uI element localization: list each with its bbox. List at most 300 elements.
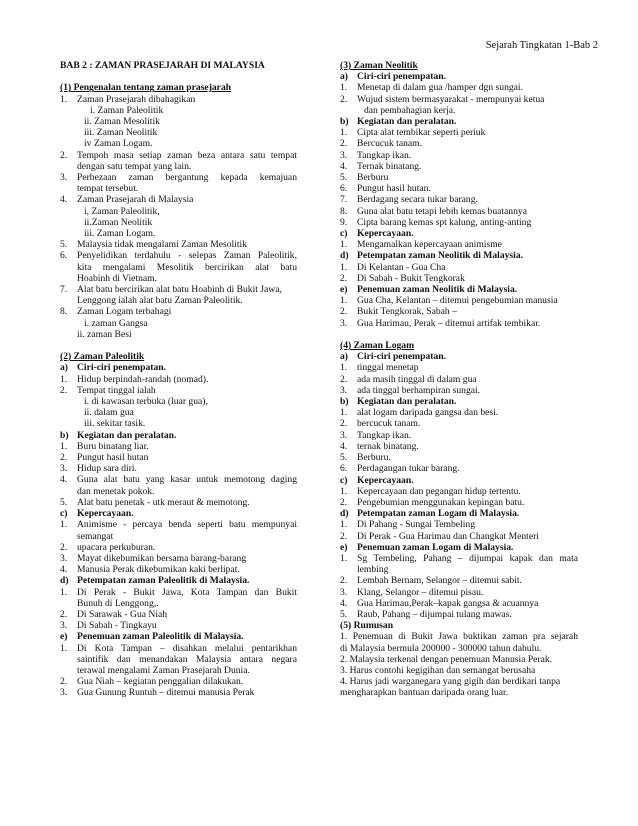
item-number: 5. <box>340 452 348 464</box>
left-line <box>60 609 297 620</box>
left-line <box>60 127 297 138</box>
item-number: b) <box>340 116 349 128</box>
line-text: Animisme - percaya benda seperti batu mempunyai <box>77 519 297 531</box>
line-text: upacara perkuburan. <box>77 541 156 553</box>
line-text: (3) Zaman Neolitik <box>340 60 418 71</box>
item-number: 6. <box>340 463 348 475</box>
left-line <box>60 519 297 530</box>
right-line <box>340 687 578 698</box>
item-number: 1. <box>340 127 348 139</box>
left-line <box>60 430 297 441</box>
item-number: b) <box>60 429 69 441</box>
line-text: ii.Zaman Neolitik <box>84 216 153 228</box>
item-number: 1. <box>60 440 68 452</box>
item-number: 3. <box>60 463 68 475</box>
right-line <box>340 564 578 575</box>
line-text: Buru binatang liar. <box>77 440 149 452</box>
right-line <box>340 127 578 138</box>
left-line <box>60 262 297 273</box>
item-number: 2. <box>60 384 68 396</box>
item-number: 2. <box>340 93 348 105</box>
line-text: Pungut hasil hutan. <box>357 183 431 195</box>
right-line <box>340 82 578 93</box>
right-line <box>340 228 578 239</box>
left-line <box>60 508 297 519</box>
item-number: 2. <box>340 575 348 587</box>
left-line <box>60 665 297 676</box>
left-line <box>60 418 297 429</box>
line-text: dan pembahagian kerja. <box>364 104 456 116</box>
right-line <box>340 519 578 530</box>
right-line <box>340 609 578 620</box>
item-number: 2. <box>340 496 348 508</box>
line-text: Ternak binatang. <box>357 160 422 172</box>
line-text: ii. zaman Besi <box>77 328 132 340</box>
right-line <box>340 665 578 676</box>
line-text: Raub, Pahang – dijumpai tulang mawas. <box>357 608 512 620</box>
line-text: 1. Penemuan di Bukit Jawa buktikan zaman pra sejarah <box>340 631 578 643</box>
line-text: Mengamalkan kepercayaan animisme <box>357 239 502 251</box>
left-line <box>60 172 297 183</box>
item-number: 4. <box>60 194 68 206</box>
line-text: Manusia Perak dikebumikan kaki berlipat. <box>77 564 240 576</box>
right-line <box>340 183 578 194</box>
line-text: (1) Pengenalan tentang zaman prasejarah <box>60 82 232 94</box>
line-text: Di Sabah - Tingkayu <box>77 620 157 632</box>
line-text: BAB 2 : ZAMAN PRASEJARAH DI MALAYSIA <box>60 60 265 71</box>
item-number: 2. <box>60 149 68 161</box>
line-text: Di Sabah - Bukit Tengkorak <box>357 272 465 284</box>
line-text: semangat <box>77 530 114 542</box>
right-line <box>340 374 578 385</box>
line-text: Petempatan zaman Logam di Malaysia. <box>357 508 520 520</box>
left-line <box>60 217 297 228</box>
line-text: Cipta barang kemas spt kalung, anting-anting <box>357 216 532 228</box>
right-line <box>340 654 578 665</box>
item-number: 3. <box>60 552 68 564</box>
item-number: e) <box>340 284 348 296</box>
line-text: ii. Zaman Mesolitik <box>84 116 160 127</box>
left-line <box>60 474 297 485</box>
item-number: c) <box>340 474 348 486</box>
line-text: Tangkap ikan. <box>357 149 412 161</box>
line-text: Tempoh masa setiap zaman beza antara satu tempat <box>77 149 297 161</box>
left-line <box>60 407 297 418</box>
page-header: Sejarah Tingkatan 1-Bab 2 <box>485 40 598 51</box>
right-line <box>340 463 578 474</box>
line-text: Gua Cha, Kelantan – ditemui pengebumian manusia <box>357 295 558 307</box>
line-text: Gua Niah – kegiatan penggalian dilakukan. <box>77 676 244 688</box>
right-line <box>340 497 578 508</box>
line-text: ada tinggal berhampiran sungai. <box>357 384 481 396</box>
line-text: Penemuan zaman Neolitik di Malaysia. <box>357 284 518 296</box>
line-text: Menetap di dalam gua /hamper dgn sungai. <box>357 82 523 94</box>
left-line <box>60 631 297 642</box>
line-text: ii. dalam gua <box>84 407 134 419</box>
right-line <box>340 340 578 351</box>
item-number: c) <box>60 508 68 520</box>
item-number: 3. <box>340 429 348 441</box>
item-number: 1. <box>340 261 348 273</box>
line-text: i, Zaman Paleolitik, <box>84 205 160 217</box>
right-line <box>340 620 578 631</box>
item-number: 8. <box>340 205 348 217</box>
line-text: Kegiatan dan peralatan. <box>357 116 457 128</box>
left-line <box>60 385 297 396</box>
left-line <box>60 194 297 205</box>
item-number: 5. <box>60 239 68 251</box>
right-line <box>340 362 578 373</box>
item-number: 2. <box>340 373 348 385</box>
right-line <box>340 71 578 82</box>
item-number: 2. <box>340 530 348 542</box>
right-line <box>340 418 578 429</box>
left-line <box>60 183 297 194</box>
line-text: Pengebumian menggunakan kepingan batu. <box>357 496 525 508</box>
line-text: Hidup sara diri. <box>77 463 137 475</box>
right-line <box>340 295 578 306</box>
item-number: 3. <box>60 620 68 632</box>
line-text: 3. Harus contohi kegigihan dan semangat berusaha <box>340 664 536 676</box>
left-line <box>60 318 297 329</box>
left-line <box>60 531 297 542</box>
line-text: ada masih tinggal di dalam gua <box>357 373 477 385</box>
line-text: Sg Tembeling, Pahang – dijumpai kapak dan mata <box>357 552 578 564</box>
line-text: Mayat dikebumikan bersama barang-barang <box>77 552 247 564</box>
right-line <box>340 94 578 105</box>
right-line <box>340 172 578 183</box>
left-line <box>60 94 297 105</box>
item-number: 2. <box>60 676 68 688</box>
line-text: Di Perak - Gua Harimau dan Changkat Menteri <box>357 530 539 542</box>
line-text: Lembah Bernam, Selangor – ditemui sabit. <box>357 575 522 587</box>
line-text: saintifik dan menandakan Malaysia antara negara <box>77 653 297 665</box>
line-text: Guna alat batu yang kasar untuk memotong daging <box>77 474 297 486</box>
right-line <box>340 206 578 217</box>
right-line <box>340 116 578 127</box>
line-text: Hoabinh di Vietnam. <box>77 272 157 284</box>
item-number: 3. <box>340 317 348 329</box>
line-text: Di Pahang - Sungai Tembeling <box>357 519 475 531</box>
item-number: 6. <box>60 250 68 262</box>
item-number: 9. <box>340 216 348 228</box>
line-text: Gua Harimau, Perak – ditemui artifak tembikar. <box>357 317 541 329</box>
item-number: 3. <box>340 149 348 161</box>
line-text: (5) Rumusan <box>340 620 394 632</box>
item-number: 1. <box>60 519 68 531</box>
line-text: Berburu. <box>357 452 391 464</box>
line-text: Alat batu penetak - utk meraut & memotong. <box>77 496 250 508</box>
right-line <box>340 441 578 452</box>
left-line <box>60 116 297 127</box>
item-number: 7. <box>340 194 348 206</box>
right-line <box>340 60 578 71</box>
item-number: 1. <box>340 239 348 251</box>
item-number: 6. <box>340 183 348 195</box>
left-line <box>60 553 297 564</box>
left-line <box>60 575 297 586</box>
line-text: Kegiatan dan peralatan. <box>77 429 177 441</box>
right-line <box>340 676 578 687</box>
left-line <box>60 441 297 452</box>
line-text: Berdagang secara tukar barang. <box>357 194 478 206</box>
line-text: Zaman Prasejarah di Malaysia <box>77 194 194 206</box>
line-text: Lenggong ialah alat batu Zaman Paleolitik. <box>77 295 243 307</box>
line-text: Petempatan zaman Neolitik di Malaysia. <box>357 250 524 262</box>
left-line <box>60 161 297 172</box>
line-text: Di Perak - Bukit Jawa, Kota Tampan dan Bukit <box>77 586 297 598</box>
item-number: 3. <box>340 384 348 396</box>
left-line <box>60 396 297 407</box>
line-text: dan menetak pokok. <box>77 485 155 497</box>
right-line <box>340 161 578 172</box>
line-text: i. Zaman Paleolitik <box>90 104 164 116</box>
line-text: Ciri-ciri penempatan. <box>77 362 166 374</box>
left-line <box>60 250 297 261</box>
line-text: Perdagangan tukar barang. <box>357 463 460 475</box>
line-text: kita mengalami Mesolitik bercirikan alat batu <box>77 261 297 273</box>
right-line <box>340 105 578 116</box>
spacer <box>60 340 297 351</box>
left-line <box>60 564 297 575</box>
left-line <box>60 654 297 665</box>
line-text: Gua Gunung Runtuh – ditemui manusia Perak <box>77 687 255 699</box>
line-text: Guna alat batu tetapi lebih kemas buatannya <box>357 205 527 217</box>
left-line <box>60 60 297 71</box>
item-number: 4. <box>60 564 68 576</box>
line-text: Alat batu bercirikan alat batu Hoabinh di Bukit Jawa, <box>77 284 282 296</box>
right-line <box>340 385 578 396</box>
item-number: 1. <box>60 93 68 105</box>
right-line <box>340 598 578 609</box>
line-text: Di Sarawak - Gua Niah <box>77 608 168 620</box>
line-text: Di Kota Tampan – disahkan melalui pentarikhan <box>77 642 297 654</box>
item-number: a) <box>340 71 348 83</box>
left-line <box>60 82 297 93</box>
line-text: iv Zaman Logam. <box>84 138 153 150</box>
item-number: 2. <box>60 608 68 620</box>
item-number: 4. <box>340 440 348 452</box>
right-line <box>340 138 578 149</box>
right-line <box>340 452 578 463</box>
item-number: a) <box>340 351 348 363</box>
line-text: Bunuh di Lenggong,. <box>77 597 159 609</box>
item-number: 1. <box>340 407 348 419</box>
item-number: 2. <box>340 138 348 150</box>
left-line <box>60 306 297 317</box>
item-number: 2. <box>340 418 348 430</box>
line-text: Tangkap ikan. <box>357 429 412 441</box>
right-line <box>340 273 578 284</box>
line-text: Hidup berpindah-randah (nomad). <box>77 373 209 385</box>
left-line <box>60 497 297 508</box>
item-number: 4. <box>340 597 348 609</box>
line-text: Penemuan zaman Logam di Malaysia. <box>357 541 514 553</box>
line-text: Zaman Logam terbahagi <box>77 306 172 318</box>
line-text: Bukit Tengkorak, Sabah – <box>357 306 457 318</box>
left-line <box>60 329 297 340</box>
right-line <box>340 239 578 250</box>
item-number: 3. <box>340 586 348 598</box>
line-text: iii. Zaman Logam. <box>84 228 156 240</box>
line-text: tempat tersebut. <box>77 183 139 195</box>
right-line <box>340 150 578 161</box>
right-line <box>340 306 578 317</box>
right-line <box>340 250 578 261</box>
item-number: 1. <box>60 586 68 598</box>
left-line <box>60 620 297 631</box>
item-number: 5. <box>340 172 348 184</box>
item-number: d) <box>340 250 349 262</box>
item-number: 1. <box>340 295 348 307</box>
item-number: e) <box>60 631 68 643</box>
line-text: Ciri-ciri penempatan. <box>357 351 446 363</box>
item-number: 1. <box>60 373 68 385</box>
right-line <box>340 542 578 553</box>
left-line <box>60 374 297 385</box>
line-text: alat logam daripada gangsa dan besi. <box>357 407 499 419</box>
line-text: iii. sekitar tasik. <box>84 418 146 430</box>
left-line <box>60 542 297 553</box>
item-number: 1. <box>340 485 348 497</box>
left-line <box>60 486 297 497</box>
item-number: d) <box>60 575 69 587</box>
item-number: 2. <box>60 541 68 553</box>
right-line <box>340 396 578 407</box>
left-column <box>60 60 297 699</box>
left-line <box>60 239 297 250</box>
line-text: dengan satu tempat yang lain. <box>77 160 192 172</box>
left-line <box>60 452 297 463</box>
line-text: Petempatan zaman Paleolitik di Malaysia. <box>77 575 250 587</box>
line-text: Penemuan zaman Paleolitik di Malaysia. <box>77 631 244 643</box>
right-line <box>340 284 578 295</box>
item-number: b) <box>340 396 349 408</box>
item-number: 1. <box>60 642 68 654</box>
item-number: 5. <box>60 496 68 508</box>
item-number: 4. <box>340 160 348 172</box>
left-line <box>60 138 297 149</box>
line-text: bercucuk tanam. <box>357 418 421 430</box>
line-text: Wujud sistem bermasyarakat - mempunyai ketua <box>357 93 545 105</box>
item-number: 3. <box>60 172 68 184</box>
line-text: terawal mengalami Zaman Prasejarah Dunia. <box>77 664 250 676</box>
right-line <box>340 351 578 362</box>
line-text: mengharapkan bantuan daripada orang luar. <box>340 687 509 699</box>
line-text: 4. Harus jadi warganegara yang gigih dan berdikari tanpa <box>340 676 561 688</box>
item-number: 1. <box>340 362 348 374</box>
left-line <box>60 228 297 239</box>
item-number: 1. <box>340 552 348 564</box>
left-line <box>60 206 297 217</box>
line-text: Klang, Selangor – ditemui pisau. <box>357 586 484 598</box>
line-text: Cipta alat tembikar seperti periuk <box>357 127 486 139</box>
left-line <box>60 598 297 609</box>
right-line <box>340 508 578 519</box>
line-text: Zaman Prasejarah dibahagikan <box>77 93 196 105</box>
left-line <box>60 362 297 373</box>
line-text: Penyelidikan terdahulu - selepas Zaman Paleolitik, <box>77 250 297 262</box>
left-line <box>60 105 297 116</box>
left-line <box>60 587 297 598</box>
item-number: 1. <box>340 519 348 531</box>
line-text: Bercucuk tanam. <box>357 138 422 150</box>
line-text: Perbezaan zaman bergantung kepada kemajuan <box>77 172 297 184</box>
line-text: Kegiatan dan peralatan. <box>357 396 457 408</box>
item-number: d) <box>340 508 349 520</box>
right-line <box>340 318 578 329</box>
item-number: c) <box>340 228 348 240</box>
right-line <box>340 430 578 441</box>
line-text: Pungut hasil hutan <box>77 452 149 464</box>
item-number: 2. <box>340 306 348 318</box>
item-number: 2. <box>340 272 348 284</box>
item-number: 8. <box>60 306 68 318</box>
line-text: Kepercayaan. <box>357 474 414 486</box>
line-text: (2) Zaman Paleolitik <box>60 351 145 363</box>
item-number: 3. <box>60 687 68 699</box>
left-line <box>60 643 297 654</box>
left-line <box>60 687 297 698</box>
left-line <box>60 463 297 474</box>
line-text: 2. Malaysia terkenal dengan penemuan Manusia Perak. <box>340 653 553 665</box>
item-number: 5. <box>340 608 348 620</box>
right-line <box>340 531 578 542</box>
line-text: Kepercayaan. <box>77 508 134 520</box>
right-column <box>340 60 578 699</box>
line-text: Di Kelantan - Gua Cha <box>357 261 446 273</box>
line-text: ternak binatang. <box>357 440 419 452</box>
item-number: 7. <box>60 284 68 296</box>
right-line <box>340 486 578 497</box>
right-line <box>340 643 578 654</box>
left-line <box>60 150 297 161</box>
right-line <box>340 475 578 486</box>
item-number: 2. <box>60 452 68 464</box>
line-text: lembing <box>357 564 389 576</box>
line-text: i. di kawasan terbuka (luar gua), <box>84 396 208 408</box>
line-text: (4) Zaman Logam <box>340 340 415 352</box>
line-text: Kepercayaan dan pegangan hidup tertentu. <box>357 485 521 497</box>
item-number: 4. <box>60 474 68 486</box>
item-number: 1. <box>340 82 348 94</box>
left-line <box>60 676 297 687</box>
right-line <box>340 194 578 205</box>
right-line <box>340 553 578 564</box>
right-line <box>340 587 578 598</box>
line-text: Berburu <box>357 172 389 184</box>
left-line <box>60 295 297 306</box>
item-number: e) <box>340 541 348 553</box>
spacer <box>340 329 578 340</box>
left-line <box>60 273 297 284</box>
left-line <box>60 284 297 295</box>
spacer <box>60 71 297 82</box>
line-text: di Malaysia bermula 200000 - 300000 tahun dahulu. <box>340 642 542 654</box>
line-text: tinggal menetap <box>357 362 419 374</box>
line-text: Kepercayaan. <box>357 228 414 240</box>
line-text: Gua Harimau,Perak–kapak gangsa & acuannya <box>357 597 539 609</box>
left-line <box>60 351 297 362</box>
right-line <box>340 217 578 228</box>
right-line <box>340 407 578 418</box>
line-text: Malaysia tidak mengalami Zaman Mesolitik <box>77 239 247 251</box>
right-line <box>340 575 578 586</box>
right-line <box>340 262 578 273</box>
right-line <box>340 631 578 642</box>
line-text: Tempat tinggal ialah <box>77 384 156 396</box>
item-number: a) <box>60 362 68 374</box>
